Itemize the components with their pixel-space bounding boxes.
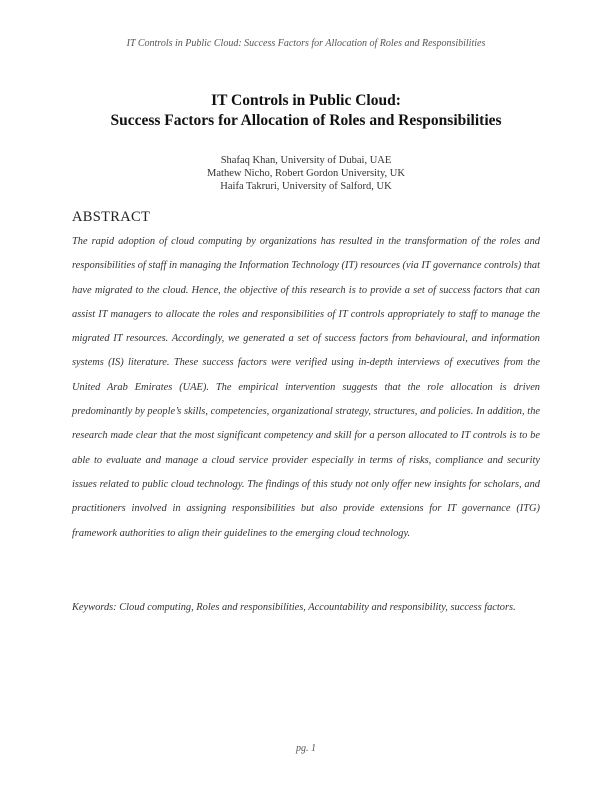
keywords-text: Keywords: Cloud computing, Roles and responsibilities, Accountability and responsibility, success factors. [72,602,516,613]
author-3: Haifa Takruri, University of Salford, UK [220,181,392,192]
abstract-heading: ABSTRACT [72,209,151,225]
running-header: IT Controls in Public Cloud: Success Factors for Allocation of Roles and Responsibilities [126,38,486,49]
author-2: Mathew Nicho, Robert Gordon University, UK [207,168,405,179]
page-number: pg. 1 [296,743,316,754]
abstract-text: The rapid adoption of cloud computing by organizations has resulted in the transformation of the roles and responsibilities of staff in managing the Information Technology (IT) resources (via IT governance controls) that have migrated to the cloud. Hence, the objective of this research is to provide a set of success factors that can assist IT managers to allocate the roles and responsibilities of IT controls appropriately to staff to manage the migrated IT resources. Accordingly, we generated a set of success factors from behavioural, and information systems (IS) literature. These success factors were verified using in-depth interviews of executives from the United Arab Emirates (UAE). The empirical intervention suggests that the role allocation is driven predominantly by people’s skills, competencies, organizational strategy, structures, and policies. In addition, the research made clear that the most significant competency and skill for a person allocated to IT controls is to be able to evaluate and manage a cloud service provider especially in terms of risks, compliance and security issues related to public cloud technology. The findings of this study not only offer new insights for scholars, and practitioners involved in assigning responsibilities but also provide extensions for IT governance (ITG) framework authorities to align their guidelines to the emerging cloud technology. [72,236,540,539]
paper-title [0,91,612,131]
title-line-1: IT Controls in Public Cloud: [211,92,401,109]
author-list [0,154,612,193]
author-1: Shafaq Khan, University of Dubai, UAE [220,155,392,166]
title-line-2: Success Factors for Allocation of Roles and Responsibilities [110,112,502,129]
